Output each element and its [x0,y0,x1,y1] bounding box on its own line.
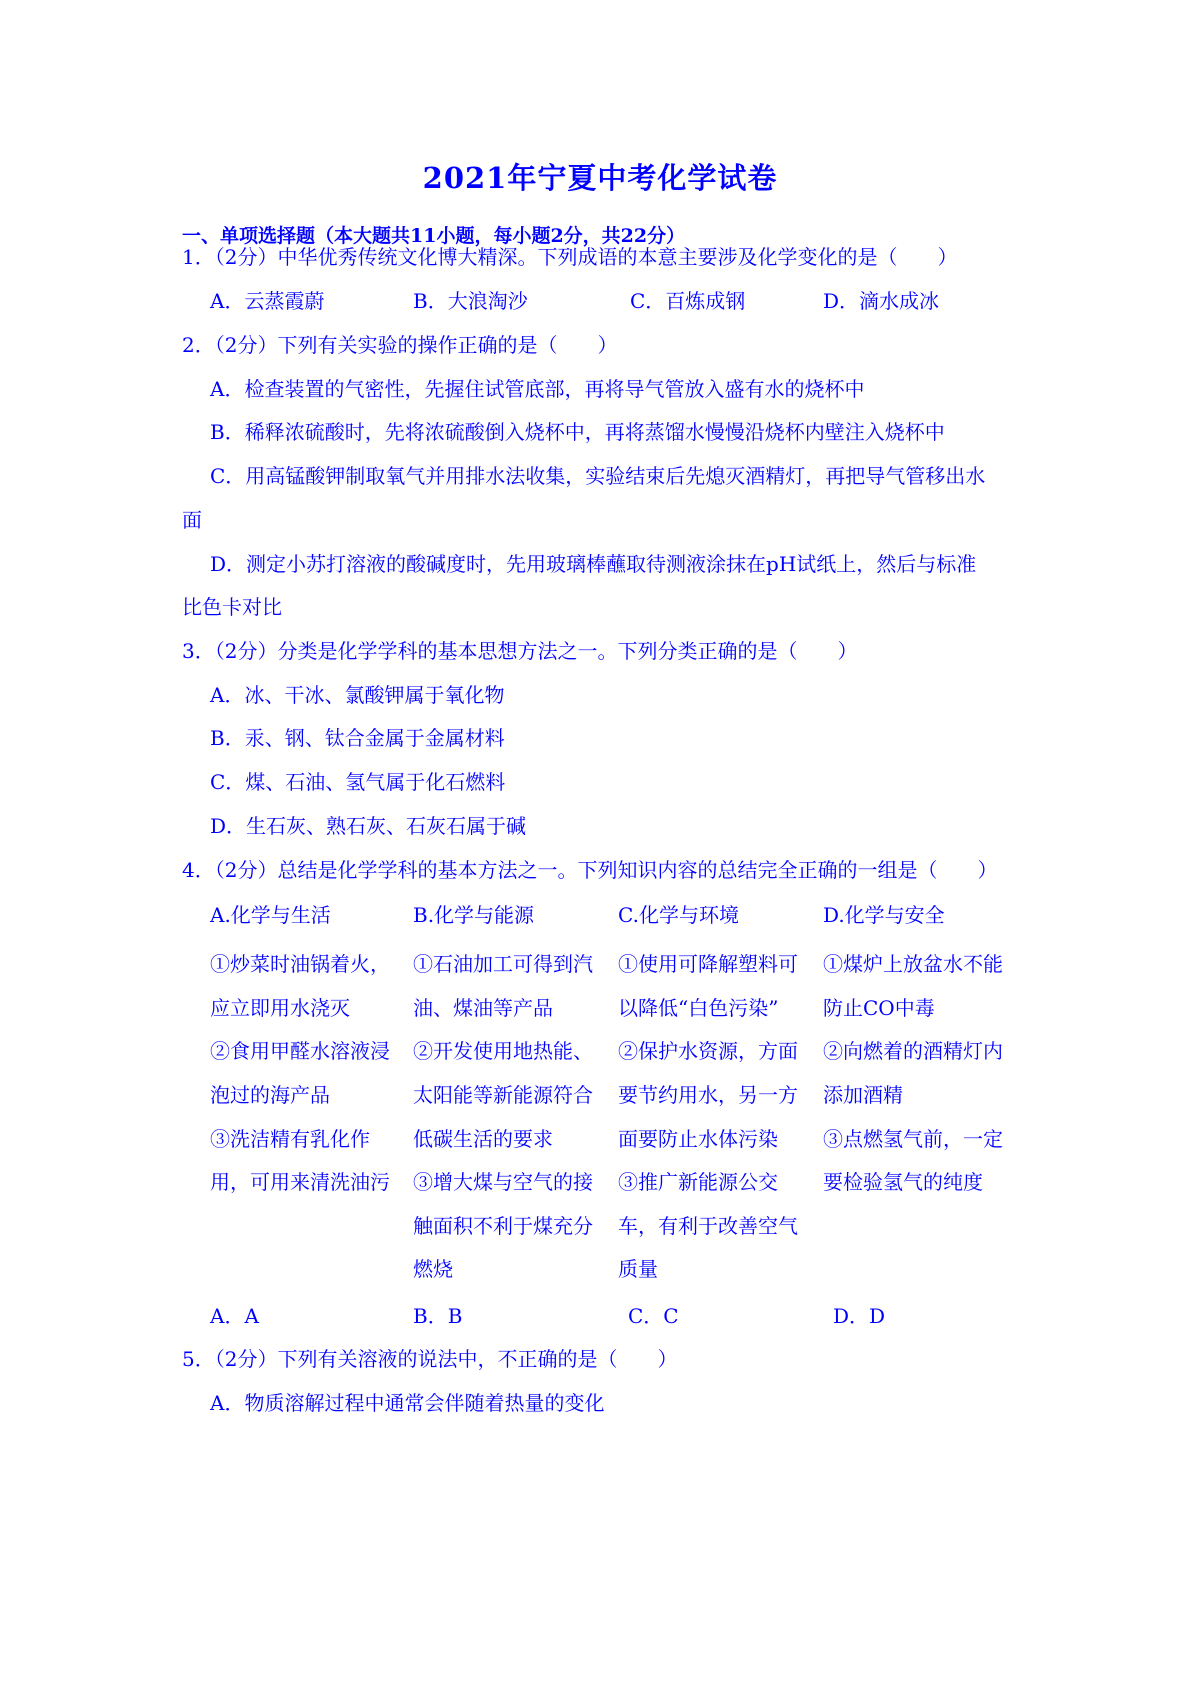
table-cell-c: 要节约用水，另一方 [618,1083,798,1107]
table-cell-b: 燃烧 [413,1257,453,1281]
table-cell-c: ③推广新能源公交 [618,1170,778,1194]
table-cell-d: 要检验氢气的纯度 [823,1170,983,1194]
question-5-option-a: A．物质溶解过程中通常会伴随着热量的变化 [210,1391,605,1415]
table-header-c: C.化学与环境 [618,903,739,927]
question-3-option-a: A．冰、干冰、氯酸钾属于氧化物 [210,683,505,707]
table-header-b: B.化学与能源 [413,903,535,927]
table-cell-a: ①炒菜时油锅着火， [210,952,390,976]
table-cell-c: 以降低“白色污染” [618,996,779,1020]
table-cell-c: 车，有利于改善空气 [618,1214,798,1238]
table-header-a: A.化学与生活 [210,903,331,927]
question-1-stem: 1．（2分）中华优秀传统文化博大精深。下列成语的本意主要涉及化学变化的是（ ） [182,245,958,269]
question-3-stem: 3．（2分）分类是化学学科的基本思想方法之一。下列分类正确的是（ ） [182,639,858,663]
page-title: 2021年宁夏中考化学试卷 [422,161,778,195]
question-2-option-c-continued: 面 [182,508,202,532]
question-2-option-d-continued: 比色卡对比 [182,595,282,619]
table-cell-c: 面要防止水体污染 [618,1127,778,1151]
question-4-option-c: C．C [628,1304,679,1328]
question-2-option-b: B．稀释浓硫酸时，先将浓硫酸倒入烧杯中，再将蒸馏水慢慢沿烧杯内壁注入烧杯中 [210,420,945,444]
table-cell-d: 防止CO中毒 [823,996,935,1020]
table-cell-b: ①石油加工可得到汽 [413,952,593,976]
table-cell-c: 质量 [618,1257,658,1281]
question-4-option-a: A．A [210,1304,259,1328]
question-3-option-d: D．生石灰、熟石灰、石灰石属于碱 [210,814,527,838]
table-cell-d: ②向燃着的酒精灯内 [823,1039,1003,1063]
section-heading: 一、单项选择题（本大题共11小题，每小题2分，共22分） [182,225,686,247]
table-header-d: D.化学与安全 [823,903,945,927]
table-cell-b: 太阳能等新能源符合 [413,1083,593,1107]
table-cell-a: 用，可用来清洗油污 [210,1170,390,1194]
table-cell-b: 低碳生活的要求 [413,1127,553,1151]
question-3-option-c: C．煤、石油、氢气属于化石燃料 [210,770,506,794]
question-2-option-c: C．用高锰酸钾制取氧气并用排水法收集，实验结束后先熄灭酒精灯，再把导气管移出水 [210,464,986,488]
table-cell-a: 泡过的海产品 [210,1083,330,1107]
question-5-stem: 5．（2分）下列有关溶液的说法中，不正确的是（ ） [182,1347,678,1371]
question-2-stem: 2．（2分）下列有关实验的操作正确的是（ ） [182,333,618,357]
question-1-option-a: A．云蒸霞蔚 [210,289,325,313]
question-2-option-a: A．检查装置的气密性，先握住试管底部，再将导气管放入盛有水的烧杯中 [210,377,865,401]
table-cell-a: ②食用甲醛水溶液浸 [210,1039,390,1063]
table-cell-d: ③点燃氢气前，一定 [823,1127,1003,1151]
table-cell-a: ③洗洁精有乳化作 [210,1127,370,1151]
question-1-option-d: D．滴水成冰 [823,289,940,313]
table-cell-c: ①使用可降解塑料可 [618,952,798,976]
table-cell-d: 添加酒精 [823,1083,903,1107]
table-cell-d: ①煤炉上放盆水不能 [823,952,1003,976]
table-cell-b: ③增大煤与空气的接 [413,1170,593,1194]
question-4-stem: 4．（2分）总结是化学学科的基本方法之一。下列知识内容的总结完全正确的一组是（ ） [182,858,998,882]
question-4-option-d: D．D [833,1304,886,1328]
table-cell-b: 触面积不利于煤充分 [413,1214,593,1238]
table-cell-b: 油、煤油等产品 [413,996,553,1020]
question-1-option-c: C．百炼成钢 [630,289,746,313]
question-1-option-b: B．大浪淘沙 [413,289,528,313]
table-cell-c: ②保护水资源，方面 [618,1039,798,1063]
table-cell-a: 应立即用水浇灭 [210,996,350,1020]
question-4-option-b: B．B [413,1304,463,1328]
table-cell-b: ②开发使用地热能、 [413,1039,593,1063]
question-3-option-b: B．汞、钢、钛合金属于金属材料 [210,726,505,750]
question-2-option-d: D．测定小苏打溶液的酸碱度时，先用玻璃棒蘸取待测液涂抹在pH试纸上，然后与标准 [210,552,977,576]
